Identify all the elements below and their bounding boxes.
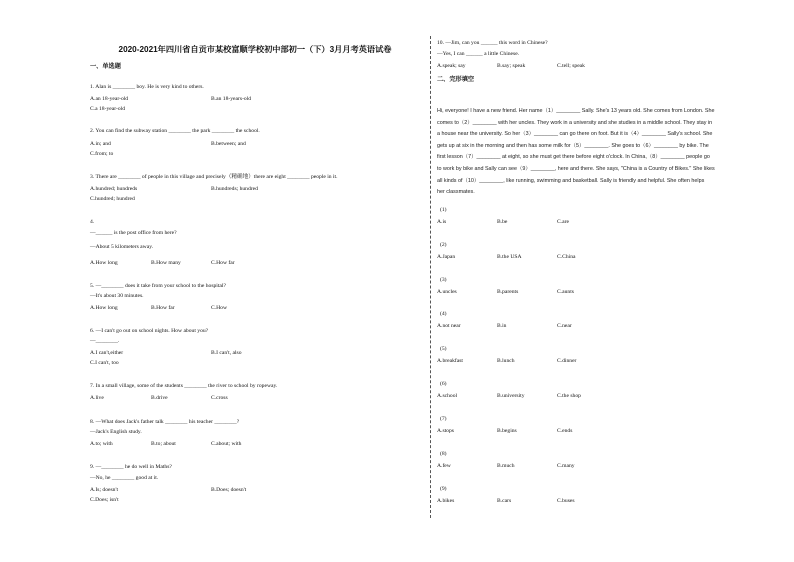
cloze-number-8: (8) (440, 451, 447, 457)
q1-option-c: C.a 18-year-old (90, 106, 125, 112)
cloze-1-option-c: C.are (557, 219, 569, 225)
cloze-number-3: (3) (440, 277, 447, 283)
passage-line: first lesson（7）________ at eight, so she must get there before eight o'clock. In China,（8）________ people go (437, 154, 710, 161)
passage-line: all kinds of（10）________, like running, swimming and basketball. Sally is friendly and helpful. She often helps (437, 177, 705, 184)
cloze-number-4: (4) (440, 311, 447, 317)
cloze-8-option-a: A.few (437, 463, 451, 469)
q8-option-b: B.to; about (151, 441, 176, 447)
cloze-3-option-c: C.aunts (557, 289, 574, 295)
q3-option-b: B.hundreds; hundred (211, 186, 258, 192)
cloze-4-option-a: A.not near (437, 323, 461, 329)
cloze-4-option-b: B.in (497, 323, 507, 329)
question-1: 1. Alan is ________ boy. He is very kind to others. (90, 84, 204, 90)
question-9: 9. —________ he do well in Maths? (90, 464, 172, 470)
cloze-6-option-b: B.university (497, 393, 525, 399)
cloze-2-option-c: C.China (557, 254, 576, 260)
q5-option-b: B.How far (151, 305, 175, 311)
question-4-line-3: —About 5 kilometers away. (90, 244, 154, 250)
q1-option-b: B.an 18-years-old (211, 96, 252, 102)
cloze-number-9: (9) (440, 486, 447, 492)
cloze-7-option-b: B.begins (497, 428, 517, 434)
q4-option-a: A.How long (90, 260, 118, 266)
cloze-5-option-b: B.lunch (497, 358, 515, 364)
question-6-line-2: —________. (90, 338, 120, 344)
q1-option-a: A.an 18-year-old (90, 96, 129, 102)
q6-option-c: C.I can't, too (90, 360, 119, 366)
q8-option-a: A.to; with (90, 441, 113, 447)
q10-option-a: A.speak; say (437, 63, 466, 69)
cloze-6-option-a: A.school (437, 393, 458, 399)
q6-option-a: A.I can't,either (90, 350, 124, 356)
passage-line: Hi, everyone! I have a new friend. Her name（1）________ Sally. She's 13 years old. She comes from London. She (437, 108, 715, 114)
cloze-8-option-c: C.many (557, 463, 575, 469)
q10-option-c: C.tell; speak (557, 63, 585, 69)
question-3: 3. There are ________ of people in this village and precisely（精确地）there are eight ________ people in it. (90, 174, 338, 180)
q9-option-a: A.Is; doesn't (90, 487, 119, 493)
q9-option-c: C.Does; isn't (90, 497, 119, 503)
question-5-line-2: —It's about 30 minutes. (90, 293, 144, 299)
q3-option-c: C.hundred; hundred (90, 196, 135, 202)
question-9-line-2: —No, he ________ good at it. (90, 475, 159, 481)
question-10-line-2: —Yes, I can ______ a little Chinese. (437, 51, 520, 57)
q7-option-a: A.live (90, 395, 104, 401)
cloze-2-option-b: B.the USA (497, 254, 522, 260)
cloze-7-option-a: A.stops (437, 428, 454, 434)
q7-option-c: C.cross (211, 395, 228, 401)
page-title: 2020-2021年四川省自贡市某校富顺学校初中部初一（下）3月月考英语试卷 (118, 45, 392, 54)
q4-option-c: C.How far (211, 260, 235, 266)
q5-option-a: A.How long (90, 305, 118, 311)
section-heading-cloze: 二、完形填空 (437, 76, 475, 83)
question-6: 6. —I can't go out on school nights. How about you? (90, 328, 209, 334)
passage-line: her classmates. (437, 189, 475, 196)
cloze-5-option-c: C.dinner (557, 358, 577, 364)
cloze-number-6: (6) (440, 381, 447, 387)
question-4-line-2: —______ is the post office from here? (90, 230, 177, 236)
cloze-9-option-a: A.bikes (437, 498, 455, 504)
question-2: 2. You can find the subway station ________ the park ________ the school. (90, 128, 260, 134)
passage-line: gets up at six in the morning and then has some milk for（5）________. She goes to（6）________ by bike. The (437, 142, 709, 149)
q3-option-a: A.hundred; hundreds (90, 186, 138, 192)
q8-option-c: C.about; with (211, 441, 242, 447)
cloze-7-option-c: C.ends (557, 428, 573, 434)
section-heading-multiple-choice: 一、单选题 (90, 63, 121, 70)
cloze-1-option-b: B.be (497, 219, 508, 225)
q2-option-a: A.in; and (90, 141, 111, 147)
passage-line: a house near the university. So her（3）________ can go there on foot. But it is（4）________ Sally's school. She (437, 131, 713, 138)
column-divider (430, 36, 431, 518)
cloze-2-option-a: A.Japan (437, 254, 456, 260)
q7-option-b: B.drive (151, 395, 168, 401)
cloze-4-option-c: C.near (557, 323, 572, 329)
question-4: 4. (90, 219, 95, 225)
cloze-1-option-a: A.is (437, 219, 447, 225)
question-5: 5. —________ does it take from your school to the hospital? (90, 283, 226, 289)
cloze-6-option-c: C.the shop (557, 393, 581, 399)
q2-option-b: B.between; and (211, 141, 246, 147)
cloze-8-option-b: B.much (497, 463, 515, 469)
cloze-number-5: (5) (440, 346, 447, 352)
q10-option-b: B.say; speak (497, 63, 526, 69)
cloze-number-1: (1) (440, 207, 447, 213)
question-8-line-2: —Jack's English study. (90, 429, 142, 435)
q4-option-b: B.How many (151, 260, 181, 266)
cloze-3-option-b: B.parents (497, 289, 519, 295)
passage-line: comes to（2）________ with her uncles. They work in a university and she studies in a middle school. They stay in (437, 119, 713, 126)
cloze-9-option-b: B.cars (497, 498, 512, 504)
cloze-passage (437, 106, 767, 199)
question-7: 7. In a small village, some of the students ________ the river to school by ropeway. (90, 383, 278, 389)
cloze-5-option-a: A.breakfast (437, 358, 463, 364)
q9-option-b: B.Does; doesn't (211, 487, 247, 493)
question-10: 10. —Jim, can you ______ this word in Chinese? (437, 40, 548, 46)
q2-option-c: C.from; to (90, 151, 114, 157)
q5-option-c: C.How (211, 305, 228, 311)
question-8: 8. —What does Jack's father talk ________ his teacher ________? (90, 419, 240, 425)
passage-line: to work by bike and Sally can see（9）________, here and there. She says, "China is a Country of Bikes." She likes (437, 165, 715, 172)
cloze-3-option-a: A.uncles (437, 289, 457, 295)
cloze-9-option-c: C.buses (557, 498, 575, 504)
q6-option-b: B.I can't, also (211, 350, 242, 356)
cloze-number-7: (7) (440, 416, 447, 422)
cloze-number-2: (2) (440, 242, 447, 248)
